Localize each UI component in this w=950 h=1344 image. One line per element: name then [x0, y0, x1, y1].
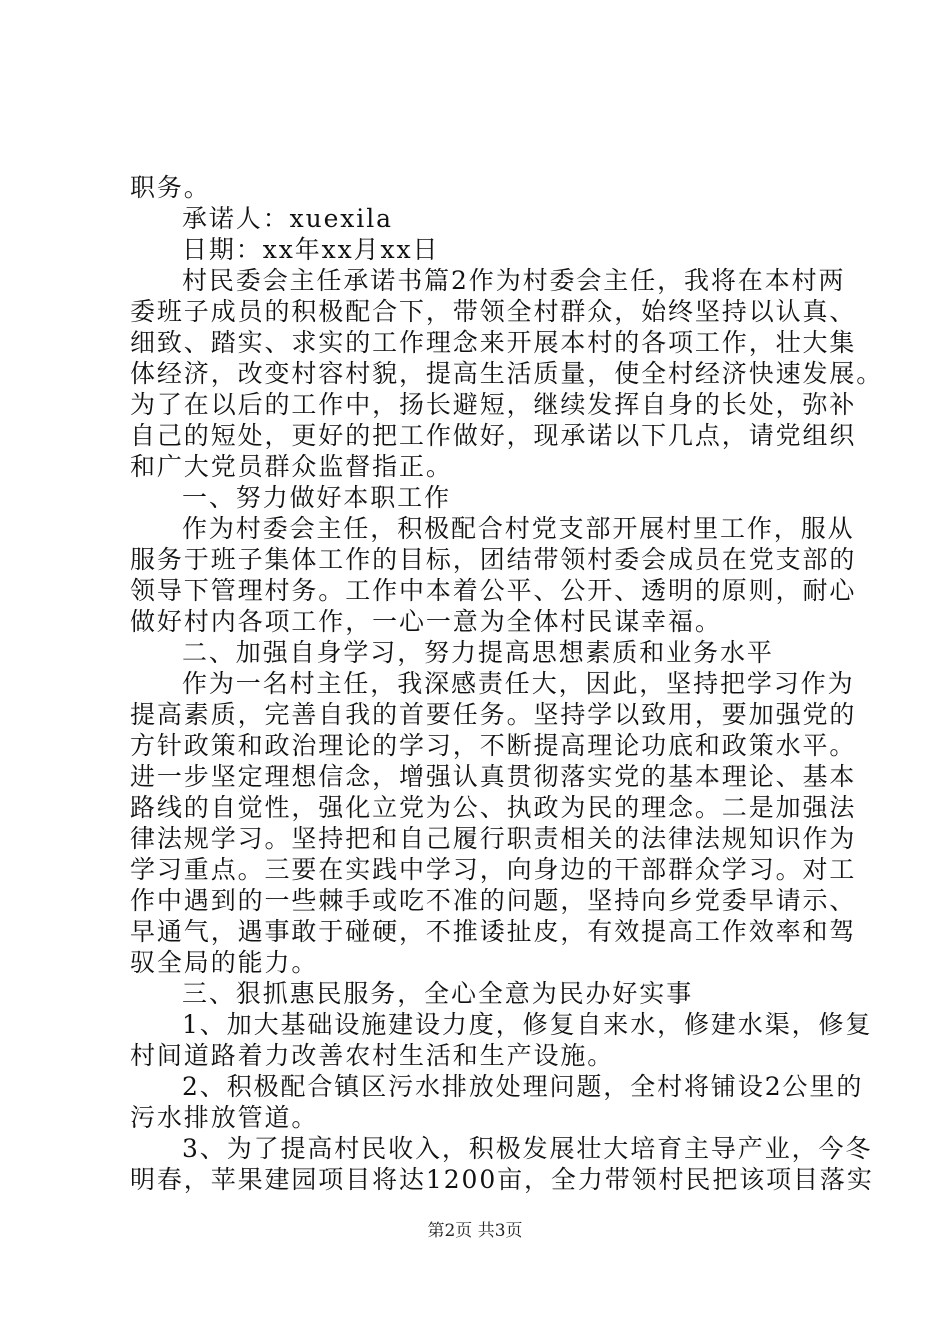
text-line: 服务于班子集体工作的目标，团结带领村委会成员在党支部的: [130, 545, 857, 574]
text-line: 提高素质，完善自我的首要任务。坚持学以致用，要加强党的: [130, 700, 857, 729]
text-line: 3、为了提高村民收入，积极发展壮大培育主导产业，今冬: [182, 1134, 873, 1163]
text-line: 作为一名村主任，我深感责任大，因此，坚持把学习作为: [182, 669, 855, 698]
text-line: 做好村内各项工作，一心一意为全体村民谋幸福。: [130, 607, 722, 636]
text-line: 委班子成员的积极配合下，带领全村群众，始终坚持以认真、: [130, 297, 857, 326]
text-line: 为了在以后的工作中，扬长避短，继续发挥自身的长处，弥补: [130, 390, 857, 419]
text-line: 体经济，改变村容村貌，提高生活质量，使全村经济快速发展。: [130, 359, 884, 388]
text-line: 方针政策和政治理论的学习，不断提高理论功底和政策水平。: [130, 731, 857, 760]
text-line: 2、积极配合镇区污水排放处理问题，全村将铺设2公里的: [182, 1072, 864, 1101]
text-line: 三、狠抓惠民服务，全心全意为民办好实事: [182, 979, 694, 1008]
text-line: 二、加强自身学习，努力提高思想素质和业务水平: [182, 638, 774, 667]
text-line: 明春，苹果建园项目将达1200亩，全力带领村民把该项目落实: [130, 1165, 874, 1194]
text-line: 自己的短处，更好的把工作做好，现承诺以下几点，请党组织: [130, 421, 857, 450]
text-line: 村民委会主任承诺书篇2作为村委会主任，我将在本村两: [182, 266, 846, 295]
text-line: 日期：xx年xx月xx日: [182, 235, 440, 264]
text-line: 1、加大基础设施建设力度，修复自来水，修建水渠，修复: [182, 1010, 873, 1039]
text-line: 职务。: [130, 173, 211, 202]
text-line: 进一步坚定理想信念，增强认真贯彻落实党的基本理论、基本: [130, 762, 857, 791]
text-line: 律法规学习。坚持把和自己履行职责相关的法律法规知识作为: [130, 824, 857, 853]
text-line: 一、努力做好本职工作: [182, 483, 452, 512]
text-line: 细致、踏实、求实的工作理念来开展本村的各项工作，壮大集: [130, 328, 857, 357]
text-line: 污水排放管道。: [130, 1103, 319, 1132]
text-line: 作为村委会主任，积极配合村党支部开展村里工作，服从: [182, 514, 855, 543]
text-line: 路线的自觉性，强化立党为公、执政为民的理念。二是加强法: [130, 793, 857, 822]
text-line: 承诺人：xuexila: [182, 204, 393, 233]
text-line: 学习重点。三要在实践中学习，向身边的干部群众学习。对工: [130, 855, 857, 884]
page-footer: [0, 1216, 950, 1241]
text-line: 领导下管理村务。工作中本着公平、公开、透明的原则，耐心: [130, 576, 857, 605]
page-number-label: 第2页 共3页: [427, 1221, 523, 1241]
text-line: 村间道路着力改善农村生活和生产设施。: [130, 1041, 615, 1070]
text-line: 和广大党员群众监督指正。: [130, 452, 453, 481]
text-line: 驭全局的能力。: [130, 948, 319, 977]
document-body: [130, 172, 884, 1195]
text-line: 作中遇到的一些棘手或吃不准的问题，坚持向乡党委早请示、: [130, 886, 857, 915]
text-line: 早通气，遇事敢于碰硬，不推诿扯皮，有效提高工作效率和驾: [130, 917, 857, 946]
